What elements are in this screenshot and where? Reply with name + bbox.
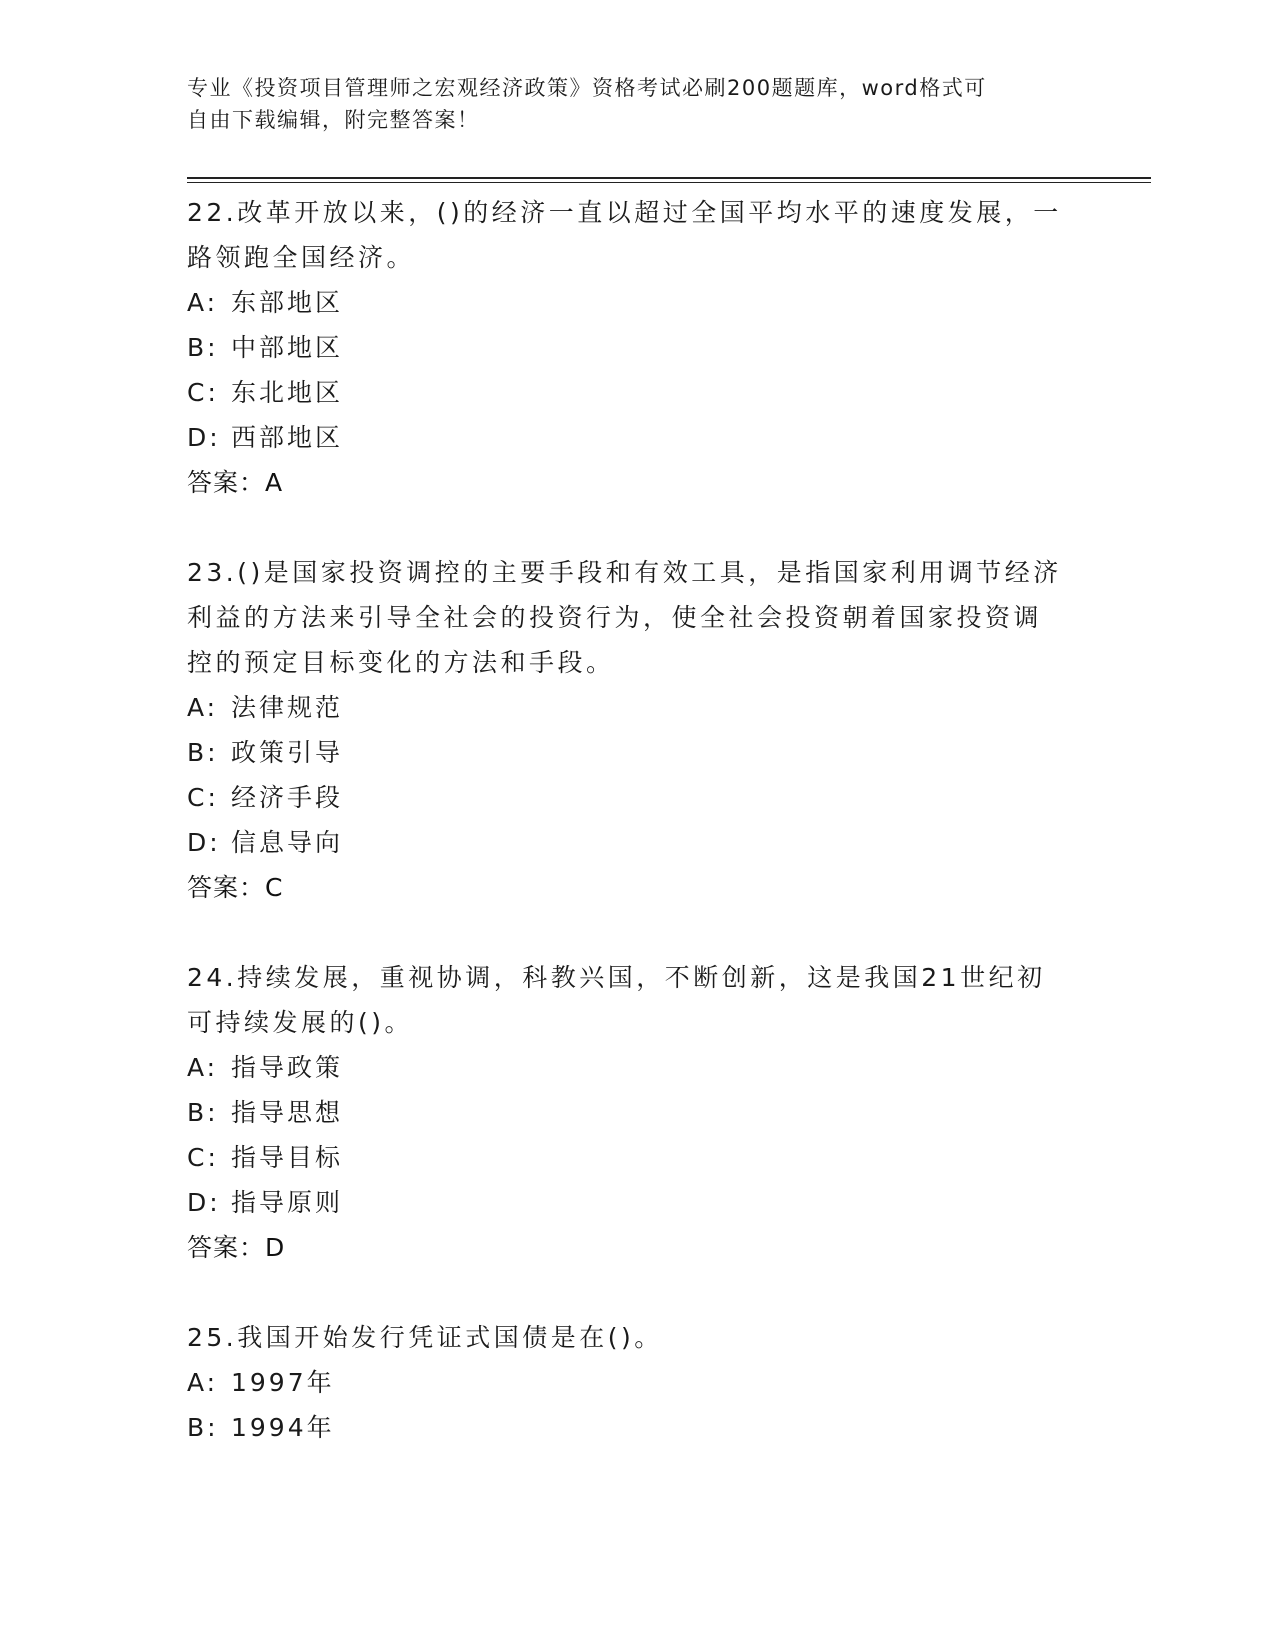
option-letter: A: — [187, 288, 219, 317]
option-text: 信息导向 — [231, 828, 344, 857]
question-stem-line: 利益的方法来引导全社会的投资行为，使全社会投资朝着国家投资调 — [187, 603, 1043, 632]
option-a — [187, 685, 1087, 730]
option-letter: C: — [187, 783, 219, 812]
question-stem-line: 23.()是国家投资调控的主要手段和有效工具，是指国家利用调节经济 — [187, 558, 1062, 587]
header-divider-thin — [187, 182, 1151, 183]
option-a — [187, 1360, 1087, 1405]
option-c — [187, 1135, 1087, 1180]
option-text: 指导原则 — [231, 1188, 344, 1217]
option-letter: A: — [187, 1368, 219, 1397]
option-text: 西部地区 — [231, 423, 344, 452]
option-text: 东北地区 — [231, 378, 344, 407]
answer-line: 答案：C — [187, 873, 284, 902]
header-divider-thick — [187, 177, 1151, 179]
question-23 — [187, 550, 1087, 910]
option-text: 1997年 — [231, 1368, 335, 1397]
question-24 — [187, 955, 1087, 1270]
question-stem-line: 25.我国开始发行凭证式国债是在()。 — [187, 1323, 663, 1352]
option-text: 法律规范 — [231, 693, 344, 722]
option-text: 指导思想 — [231, 1098, 344, 1127]
option-c — [187, 370, 1087, 415]
option-letter: B: — [187, 1413, 219, 1442]
option-letter: D: — [187, 828, 221, 857]
question-25 — [187, 1315, 1087, 1450]
option-a — [187, 280, 1087, 325]
option-letter: D: — [187, 1188, 221, 1217]
option-b — [187, 325, 1087, 370]
option-c — [187, 775, 1087, 820]
option-letter: A: — [187, 1053, 219, 1082]
option-b — [187, 1405, 1087, 1450]
document-header — [187, 72, 1067, 136]
question-stem-line: 22.改革开放以来，()的经济一直以超过全国平均水平的速度发展，一 — [187, 198, 1062, 227]
question-stem-line: 可持续发展的()。 — [187, 1008, 414, 1037]
option-b — [187, 730, 1087, 775]
option-letter: B: — [187, 738, 219, 767]
option-letter: B: — [187, 333, 219, 362]
option-text: 中部地区 — [231, 333, 344, 362]
answer-line: 答案：A — [187, 468, 284, 497]
header-line-2: 自由下载编辑，附完整答案！ — [187, 108, 480, 132]
option-letter: A: — [187, 693, 219, 722]
option-letter: D: — [187, 423, 221, 452]
option-b — [187, 1090, 1087, 1135]
option-text: 政策引导 — [231, 738, 344, 767]
option-text: 指导政策 — [231, 1053, 344, 1082]
header-line-1: 专业《投资项目管理师之宏观经济政策》资格考试必刷200题题库，word格式可 — [187, 76, 987, 100]
option-text: 1994年 — [231, 1413, 335, 1442]
option-text: 指导目标 — [231, 1143, 344, 1172]
question-22 — [187, 190, 1087, 505]
option-letter: B: — [187, 1098, 219, 1127]
option-text: 经济手段 — [231, 783, 344, 812]
option-d — [187, 415, 1087, 460]
question-stem-line: 24.持续发展，重视协调，科教兴国，不断创新，这是我国21世纪初 — [187, 963, 1046, 992]
question-list — [187, 190, 1087, 1450]
option-d — [187, 820, 1087, 865]
option-text: 东部地区 — [231, 288, 344, 317]
question-stem-line: 控的预定目标变化的方法和手段。 — [187, 648, 615, 677]
answer-line: 答案：D — [187, 1233, 286, 1262]
option-letter: C: — [187, 378, 219, 407]
option-d — [187, 1180, 1087, 1225]
option-a — [187, 1045, 1087, 1090]
question-stem-line: 路领跑全国经济。 — [187, 243, 416, 272]
option-letter: C: — [187, 1143, 219, 1172]
